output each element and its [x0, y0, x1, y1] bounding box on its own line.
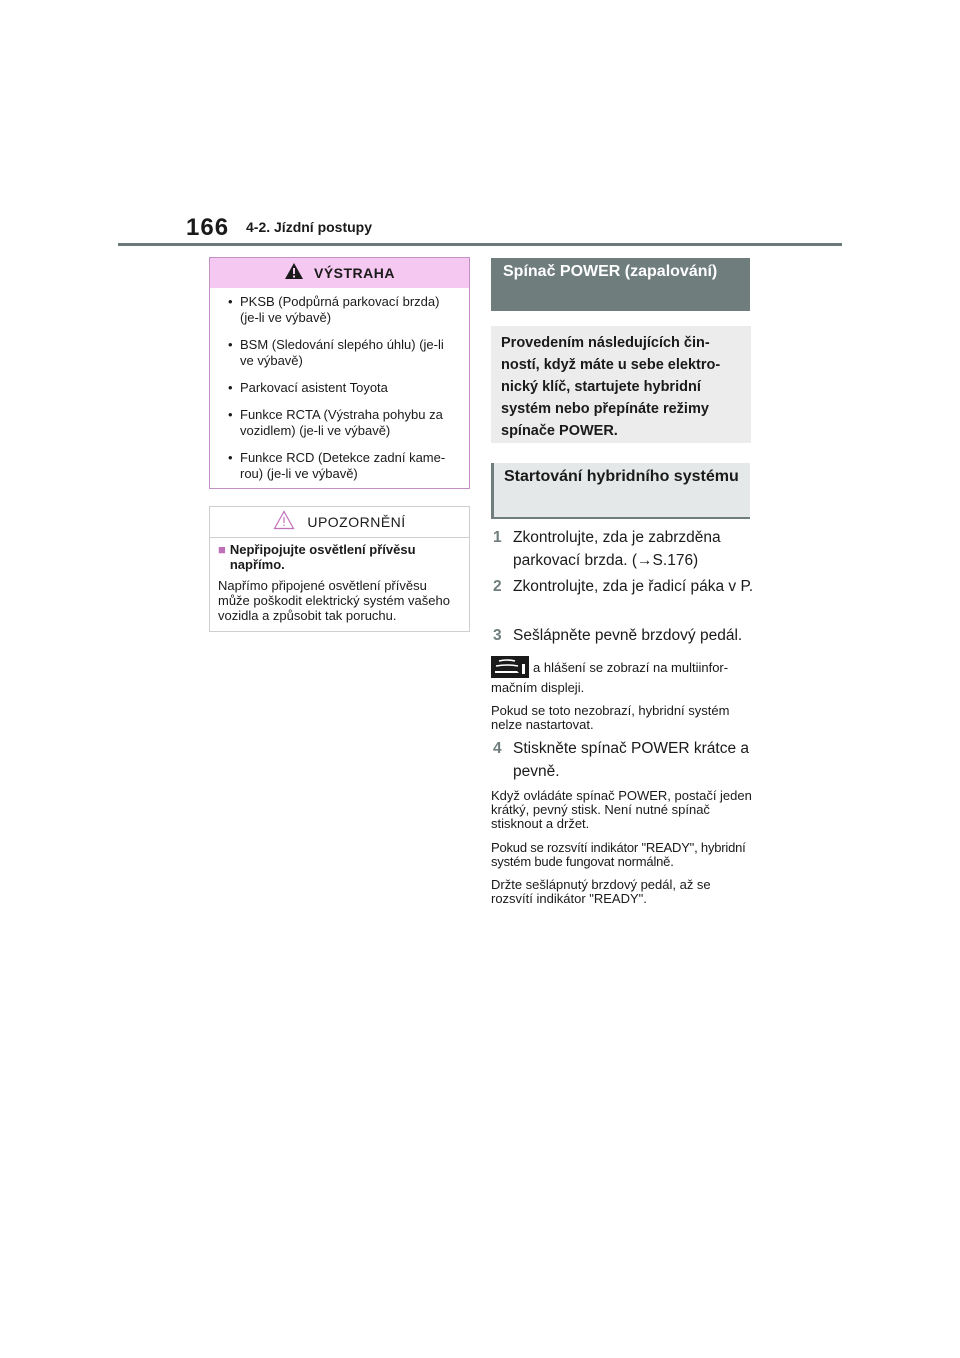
- step-1: 1 Zkontrolujte, zda je zabrzděna parkovací brzda. (→S.176): [493, 529, 721, 569]
- note-hold: Držte sešlápnutý brzdový pedál, až se rozsvítí indikátor "READY".: [491, 877, 711, 906]
- list-item: • Funkce RCTA (Výstraha pohybu za vozidlem) (je-li ve výbavě): [228, 407, 459, 439]
- list-item: • Funkce RCD (Detekce zadní kamerou) (je-li ve výbavě): [228, 450, 459, 482]
- section-header: 4-2. Jízdní postupy: [246, 219, 373, 235]
- note-ready: Pokud se rozsvítí indikátor "READY", hybridní systém bude fungovat normálně.: [491, 840, 746, 869]
- step-2: 2 Zkontrolujte, zda je řadicí páka v P.: [493, 578, 754, 595]
- power-intro: Provedením následujících činností, když máte u sebe elektronický klíč, startujete hybridní systém nebo přepínáte režimy spínače POWER.: [491, 326, 751, 443]
- list-item: • BSM (Sledování slepého úhlu) (je-li ve výbavě): [228, 337, 459, 369]
- step-4: 4 Stiskněte spínač POWER krátce a pevně.: [493, 740, 750, 780]
- page-number: 166: [186, 214, 230, 241]
- warning-list: [210, 288, 469, 482]
- step-3: 3 Sešlápněte pevně brzdový pedál.: [493, 627, 743, 644]
- list-item: • Parkovací asistent Toyota: [228, 380, 459, 396]
- header-rule: [118, 243, 842, 246]
- brake-pedal-indicator-icon: [491, 656, 529, 681]
- square-bullet-icon: ■: [218, 542, 226, 557]
- notice-header: [210, 507, 469, 538]
- warning-header: [210, 258, 469, 288]
- start-section-title: Startování hybridního systému: [491, 463, 750, 519]
- note-display: a hlášení se zobrazí na multiinformačním displeji.: [491, 656, 753, 695]
- list-item: • PKSB (Podpůrná parkovací brzda) (je-li ve výbavě): [228, 294, 459, 326]
- note-fail: Pokud se toto nezobrazí, hybridní systém nelze nastartovat.: [491, 703, 730, 732]
- notice-box: [209, 506, 470, 632]
- caution-triangle-icon: [273, 510, 295, 535]
- notice-heading: ■ Nepřipojujte osvětlení přívěsu napřímo.: [218, 542, 416, 572]
- warning-title: VÝSTRAHA: [313, 265, 395, 281]
- power-section-title: Spínač POWER (zapalování): [491, 258, 750, 311]
- notice-text: Napřímo připojené osvětlení přívěsu může poškodit elektrický systém vašeho vozidla a způsobit tak poruchu.: [218, 578, 450, 623]
- notice-title: UPOZORNĚNÍ: [307, 514, 406, 530]
- warning-triangle-icon: [284, 262, 304, 285]
- warning-box: [209, 257, 470, 489]
- note-press: Když ovládáte spínač POWER, postačí jeden krátký, pevný stisk. Není nutné spínač stisknout a držet.: [491, 788, 752, 831]
